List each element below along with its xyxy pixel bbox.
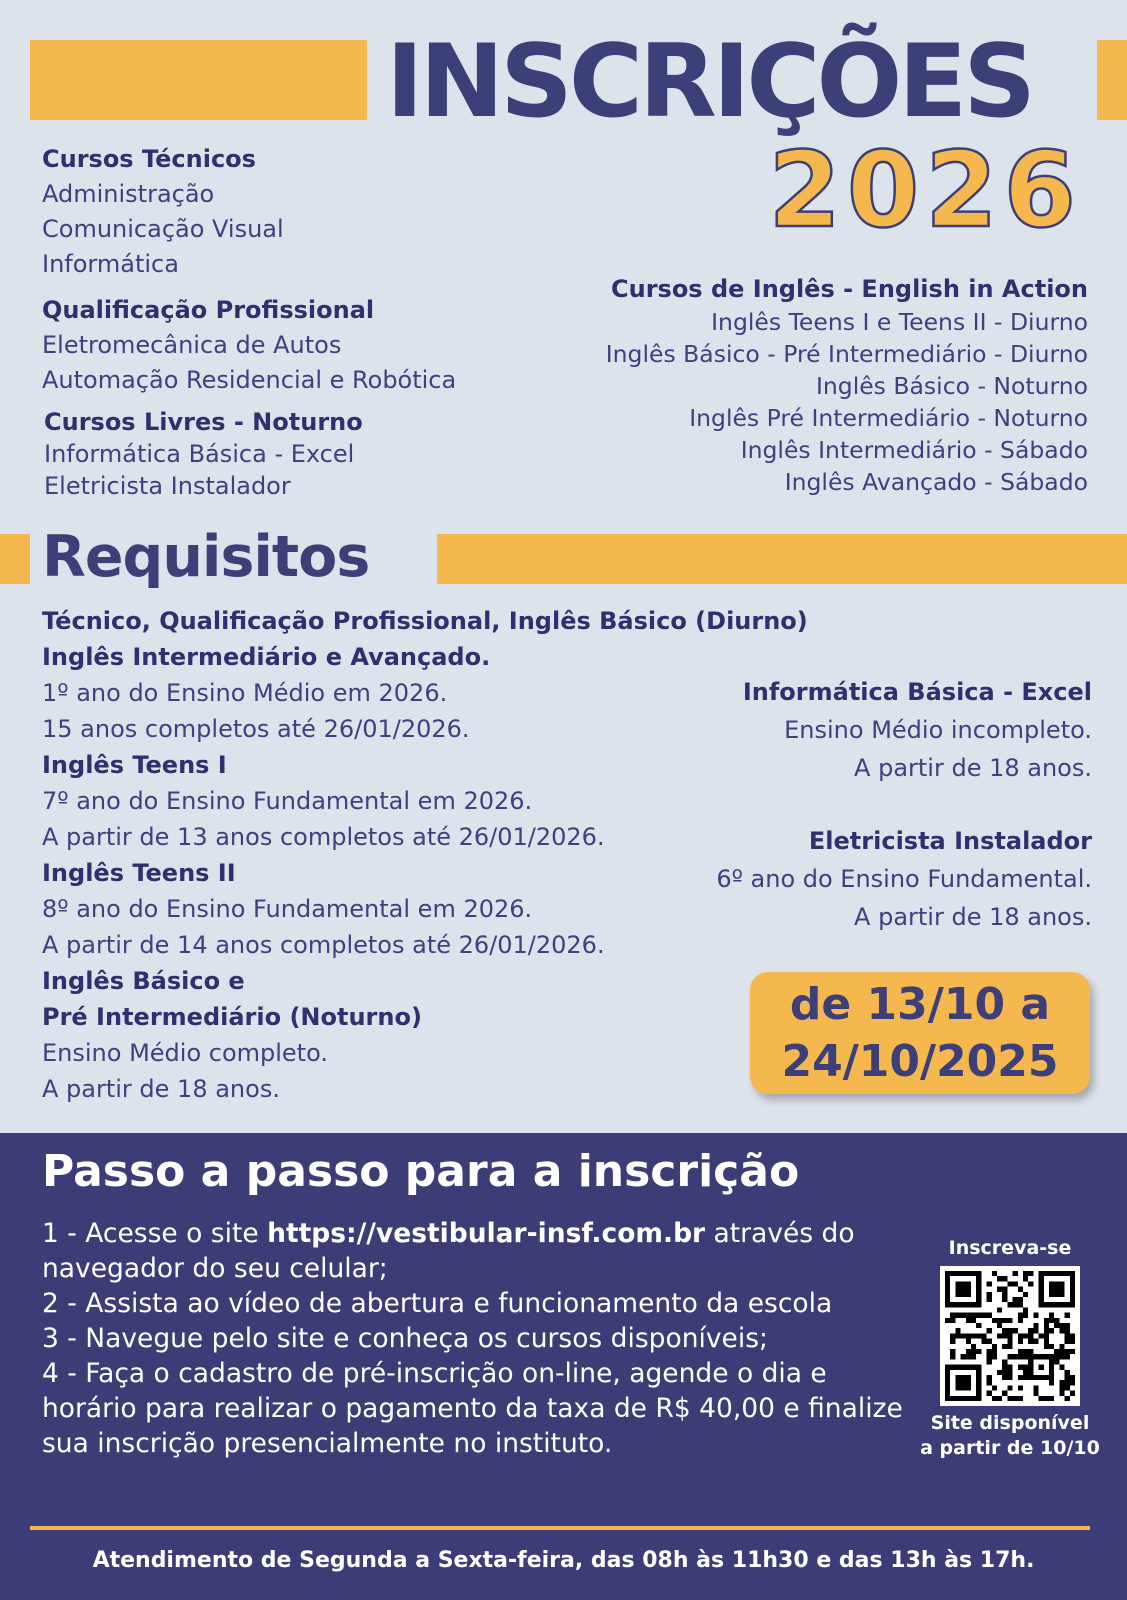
qr-label-top: Inscreva-se (948, 1237, 1072, 1259)
course-group-livres (44, 406, 363, 502)
footer-divider (30, 1526, 1090, 1530)
requirements-left-column (42, 603, 808, 1107)
requirement-text: 7º ano do Ensino Fundamental em 2026. (42, 787, 533, 815)
requirement-heading: Inglês Intermediário e Avançado. (42, 643, 491, 671)
requirement-text: A partir de 18 anos. (854, 903, 1092, 931)
requirement-block-excel (743, 673, 1092, 787)
course-group-heading: Cursos de Inglês - English in Action (611, 275, 1088, 303)
requirement-block (42, 855, 808, 963)
step-item: 2 - Assista ao vídeo de abertura e funcionamento da escola (42, 1288, 833, 1319)
course-group-heading: Cursos Livres - Noturno (44, 408, 363, 436)
step-item: 4 - Faça o cadastro de pré-inscrição on-line, agende o dia e horário para realizar o pagamento da taxa de R$ 40,00 e finalize sua inscrição presencialmente no instituto. (42, 1358, 903, 1459)
requirement-block (42, 963, 808, 1107)
qr-label-bottom (905, 1411, 1115, 1461)
course-item: Automação Residencial e Robótica (42, 366, 457, 394)
course-item: Inglês Teens I e Teens II - Diurno (711, 308, 1088, 336)
requirement-block (42, 747, 808, 855)
requirement-text: A partir de 18 anos. (42, 1075, 280, 1103)
course-item: Comunicação Visual (42, 215, 284, 243)
course-item: Inglês Avançado - Sábado (784, 468, 1088, 496)
course-item: Eletricista Instalador (44, 472, 291, 500)
requirement-block (42, 603, 808, 747)
requirement-text: 1º ano do Ensino Médio em 2026. (42, 679, 448, 707)
header-accent-bar-left (30, 40, 367, 120)
requirement-heading: Informática Básica - Excel (742, 678, 1092, 706)
header-accent-bar-right (1097, 40, 1127, 120)
requisitos-accent-bar-left (0, 534, 30, 584)
course-group-heading: Cursos Técnicos (42, 145, 256, 173)
course-item: Inglês Pré Intermediário - Noturno (689, 404, 1088, 432)
site-link[interactable]: https://vestibular-insf.com.br (267, 1218, 706, 1249)
page-title: INSCRIÇÕES (386, 22, 1033, 140)
requirement-text: 8º ano do Ensino Fundamental em 2026. (42, 895, 533, 923)
requirement-text: 6º ano do Ensino Fundamental. (716, 865, 1092, 893)
course-item: Inglês Intermediário - Sábado (740, 436, 1088, 464)
course-item: Informática Básica - Excel (44, 440, 355, 468)
requirement-heading: Inglês Teens II (42, 859, 236, 887)
requirement-heading: Técnico, Qualificação Profissional, Inglês Básico (Diurno) (42, 607, 808, 635)
course-item: Eletromecânica de Autos (42, 331, 342, 359)
requirement-heading: Pré Intermediário (Noturno) (42, 1003, 422, 1031)
steps-list (42, 1216, 912, 1461)
requirement-text: 15 anos completos até 26/01/2026. (42, 715, 470, 743)
requirement-text: A partir de 14 anos completos até 26/01/2026. (42, 931, 605, 959)
qr-label-line: Site disponível (930, 1412, 1090, 1434)
course-item: Administração (42, 180, 215, 208)
course-group-tecnicos (42, 142, 284, 282)
requisitos-accent-bar-right (437, 534, 1127, 584)
step-text: 1 - Acesse o site (42, 1218, 268, 1249)
course-group-heading: Qualificação Profissional (42, 296, 375, 324)
course-item: Inglês Básico - Pré Intermediário - Diurno (605, 340, 1088, 368)
date-badge-line: 24/10/2025 (781, 1036, 1059, 1087)
course-group-qualificacao (42, 293, 456, 398)
course-item: Inglês Básico - Noturno (815, 372, 1088, 400)
qr-code-icon[interactable] (940, 1266, 1080, 1406)
course-group-english (606, 272, 1088, 498)
year-heading (710, 130, 1110, 240)
steps-title: Passo a passo para a inscrição (42, 1146, 800, 1197)
course-item: Informática (42, 250, 179, 278)
requirement-block-eletricista (716, 822, 1092, 936)
date-badge-line: de 13/10 a (789, 979, 1051, 1030)
requirement-heading: Eletricista Instalador (808, 827, 1092, 855)
requisitos-title: Requisitos (42, 524, 370, 590)
step-text: através do navegador do seu celular; (42, 1218, 855, 1284)
requirement-text: Ensino Médio completo. (42, 1039, 328, 1067)
step-item: 3 - Navegue pelo site e conheça os cursos disponíveis; (42, 1323, 768, 1354)
qr-code-graphic (945, 1271, 1075, 1401)
registration-date-badge (750, 972, 1090, 1094)
requirement-text: A partir de 18 anos. (854, 754, 1092, 782)
step-item (42, 1216, 912, 1286)
requirement-heading: Inglês Teens I (42, 751, 227, 779)
requirement-text: Ensino Médio incompleto. (784, 716, 1092, 744)
year-text: 2026 (768, 130, 1082, 240)
footer-hours: Atendimento de Segunda a Sexta-feira, das 08h às 11h30 e das 13h às 17h. (92, 1548, 1035, 1573)
qr-label-line: a partir de 10/10 (920, 1437, 1100, 1459)
requirement-text: A partir de 13 anos completos até 26/01/2026. (42, 823, 605, 851)
requirement-heading: Inglês Básico e (42, 967, 245, 995)
